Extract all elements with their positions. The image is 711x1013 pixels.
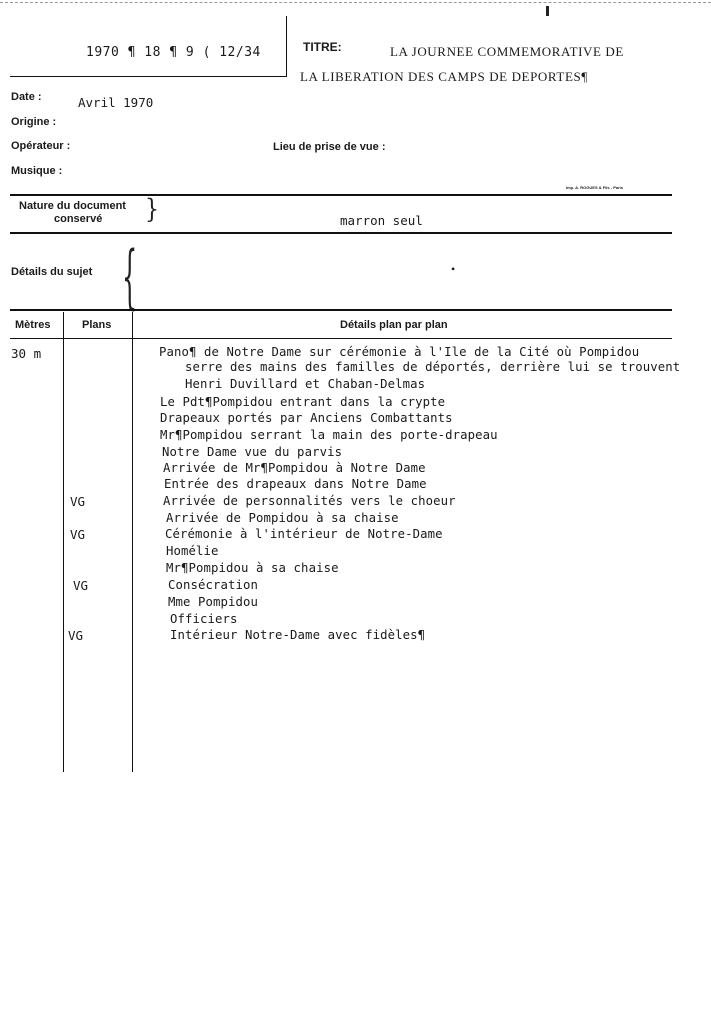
plan-cell: VG xyxy=(70,527,86,542)
details-sujet-label: Détails du sujet xyxy=(11,266,93,278)
col-metres-header: Mètres xyxy=(15,319,51,331)
detail-row-text: Officiers xyxy=(170,612,238,626)
detail-row-text: Cérémonie à l'intérieur de Notre-Dame xyxy=(165,527,443,541)
header-divider xyxy=(286,16,287,76)
titre-line-1: LA JOURNEE COMMEMORATIVE DE xyxy=(390,44,624,59)
nature-value: marron seul xyxy=(340,213,423,228)
col-details-header: Détails plan par plan xyxy=(340,319,448,331)
table-header-rule xyxy=(10,338,672,339)
metres-value: 30 m xyxy=(11,346,42,361)
detail-row-text: Pano¶ de Notre Dame sur cérémonie à l'Ile de la Cité où Pompidou xyxy=(159,345,640,359)
printer-imprint: Imp. A. ROGUES & Fils - Paris xyxy=(566,185,623,190)
detail-row-text: serre des mains des familles de déportés, derrière lui se trouvent xyxy=(185,360,681,374)
detail-row-text: Drapeaux portés par Anciens Combattants xyxy=(160,411,453,425)
details-bottom-rule xyxy=(10,309,672,311)
detail-row-text: Notre Dame vue du parvis xyxy=(162,445,343,459)
nature-label-2: conservé xyxy=(54,213,103,225)
col-plans-header: Plans xyxy=(82,319,112,331)
nature-brace: } xyxy=(145,194,159,225)
reference-number: 1970 ¶ 18 ¶ 9 ( 12/34 xyxy=(86,45,261,60)
detail-row-text: Arrivée de Pompidou à sa chaise xyxy=(166,511,399,525)
titre-label: TITRE: xyxy=(303,40,342,54)
nature-label-1: Nature du document xyxy=(19,200,126,212)
detail-row-text: Arrivée de personnalités vers le choeur xyxy=(163,494,456,508)
detail-row-text: Consécration xyxy=(168,578,259,592)
operateur-label: Opérateur : xyxy=(11,140,71,152)
nature-bottom-rule xyxy=(10,232,672,234)
plan-cell: VG xyxy=(68,628,84,643)
plan-cell: VG xyxy=(73,578,89,593)
detail-row-text: Homélie xyxy=(166,544,219,558)
date-value: Avril 1970 xyxy=(78,95,154,110)
col-divider-1 xyxy=(63,312,64,772)
date-label: Date : xyxy=(11,91,42,103)
header-underline xyxy=(10,76,287,77)
musique-label: Musique : xyxy=(11,165,63,177)
top-scan-edge xyxy=(0,2,711,3)
nature-top-rule xyxy=(10,194,672,196)
scan-mark xyxy=(546,6,549,16)
details-sujet-value: • xyxy=(451,262,456,276)
plan-cell: VG xyxy=(70,494,86,509)
col-divider-2 xyxy=(132,312,133,772)
detail-row-text: Le Pdt¶Pompidou entrant dans la crypte xyxy=(160,395,446,409)
detail-row-text: Mr¶Pompidou à sa chaise xyxy=(166,561,339,575)
detail-row-text: Mr¶Pompidou serrant la main des porte-drapeau xyxy=(160,428,498,442)
detail-row-text: Entrée des drapeaux dans Notre Dame xyxy=(164,477,427,491)
titre-line-2: LA LIBERATION DES CAMPS DE DEPORTES¶ xyxy=(300,69,588,84)
detail-row-text: Mme Pompidou xyxy=(168,595,259,609)
detail-row-text: Arrivée de Mr¶Pompidou à Notre Dame xyxy=(163,461,426,475)
details-sujet-brace: { xyxy=(122,236,138,318)
lieu-label: Lieu de prise de vue : xyxy=(273,141,386,153)
detail-row-text: Intérieur Notre-Dame avec fidèles¶ xyxy=(170,628,426,642)
origine-label: Origine : xyxy=(11,116,57,128)
detail-row-text: Henri Duvillard et Chaban-Delmas xyxy=(185,377,426,391)
